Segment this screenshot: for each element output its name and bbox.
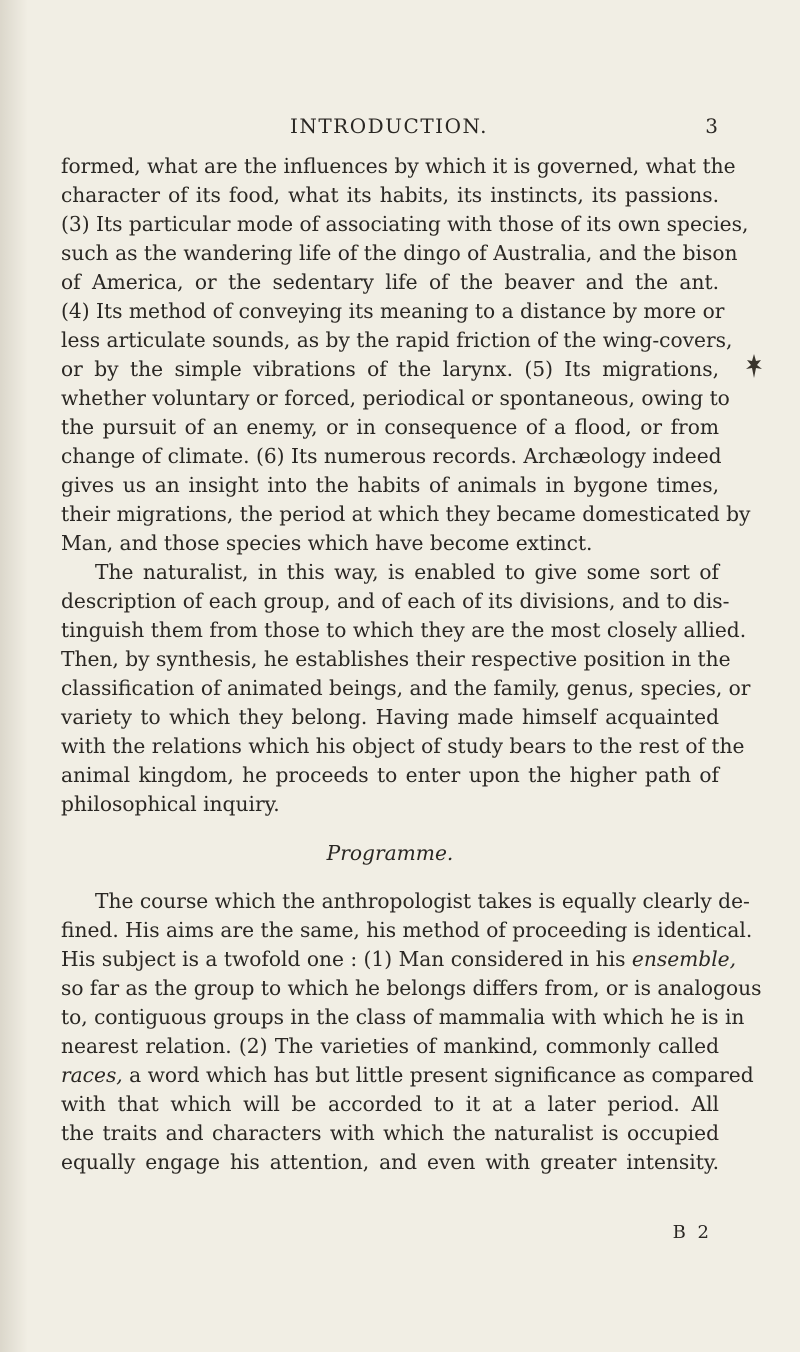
text-line: such as the wandering life of the dingo of Australia, and the bison (61, 241, 738, 265)
text-run: His subject is a twofold one : (1) Man considered in his (61, 947, 632, 971)
page-header (60, 114, 718, 140)
text-line: to, contiguous groups in the class of mammalia with which he is in (61, 1005, 745, 1029)
text-line: description of each group, and of each of its divisions, and to dis- (61, 589, 730, 613)
page-number: 3 (705, 114, 718, 138)
hand-pointer-icon (744, 352, 764, 380)
text-line (61, 1061, 754, 1090)
text-line: with the relations which his object of study bears to the rest of the (61, 734, 745, 758)
text-line: their migrations, the period at which they became domesticated by (61, 502, 751, 526)
text-line: Man, and those species which have become extinct. (61, 531, 593, 555)
text-line: less articulate sounds, as by the rapid friction of the wing-covers, (61, 328, 733, 352)
body-text (61, 152, 762, 1177)
text-line: gives us an insight into the habits of animals in bygone times, (61, 473, 719, 497)
italic-term: races, (61, 1063, 123, 1087)
text-line: (4) Its method of conveying its meaning to a distance by more or (61, 299, 725, 323)
text-line: fined. His aims are the same, his method of proceeding is identical. (61, 918, 753, 942)
text-line: animal kingdom, he proceeds to enter upon the higher path of (61, 763, 719, 787)
text-line: Then, by synthesis, he establishes their respective position in the (61, 647, 731, 671)
text-line: character of its food, what its habits, its instincts, its passions. (61, 183, 719, 207)
text-line: The course which the anthropologist takes is equally clearly de- (95, 889, 750, 913)
text-line (61, 945, 737, 974)
text-line: The naturalist, in this way, is enabled to give some sort of (95, 560, 719, 584)
text-line: equally engage his attention, and even with greater intensity. (61, 1150, 719, 1174)
text-line: nearest relation. (2) The varieties of mankind, commonly called (61, 1034, 719, 1058)
text-line: or by the simple vibrations of the larynx. (5) Its migrations, (61, 357, 719, 381)
paragraph-1 (61, 152, 751, 558)
text-line: whether voluntary or forced, periodical or spontaneous, owing to (61, 386, 730, 410)
text-line: change of climate. (6) Its numerous records. Archæology indeed (61, 444, 722, 468)
text-line: (3) Its particular mode of associating with those of its own species, (61, 212, 749, 236)
text-line: variety to which they belong. Having made himself acquainted (61, 705, 719, 729)
text-line: with that which will be accorded to it at a later period. All (61, 1092, 719, 1116)
section-heading: Programme. (326, 841, 454, 865)
text-run: a word which has but little present significance as compared (122, 1063, 754, 1087)
text-line: the pursuit of an enemy, or in consequence of a flood, or from (61, 415, 719, 439)
italic-term: ensemble, (631, 947, 737, 971)
running-head: INTRODUCTION. (289, 114, 489, 138)
text-line: classification of animated beings, and the family, genus, species, or (61, 676, 751, 700)
text-line: philosophical inquiry. (61, 792, 280, 816)
paragraph-3 (61, 887, 762, 1177)
signature-mark: B 2 (672, 1222, 712, 1243)
page-edge-shadow (0, 0, 28, 1352)
text-line: tinguish them from those to which they are the most closely allied. (61, 618, 747, 642)
text-line: formed, what are the influences by which it is governed, what the (61, 154, 736, 178)
text-line: so far as the group to which he belongs differs from, or is analogous (61, 976, 762, 1000)
text-line: the traits and characters with which the naturalist is occupied (61, 1121, 719, 1145)
paragraph-2 (61, 558, 751, 819)
text-line: of America, or the sedentary life of the beaver and the ant. (61, 270, 719, 294)
